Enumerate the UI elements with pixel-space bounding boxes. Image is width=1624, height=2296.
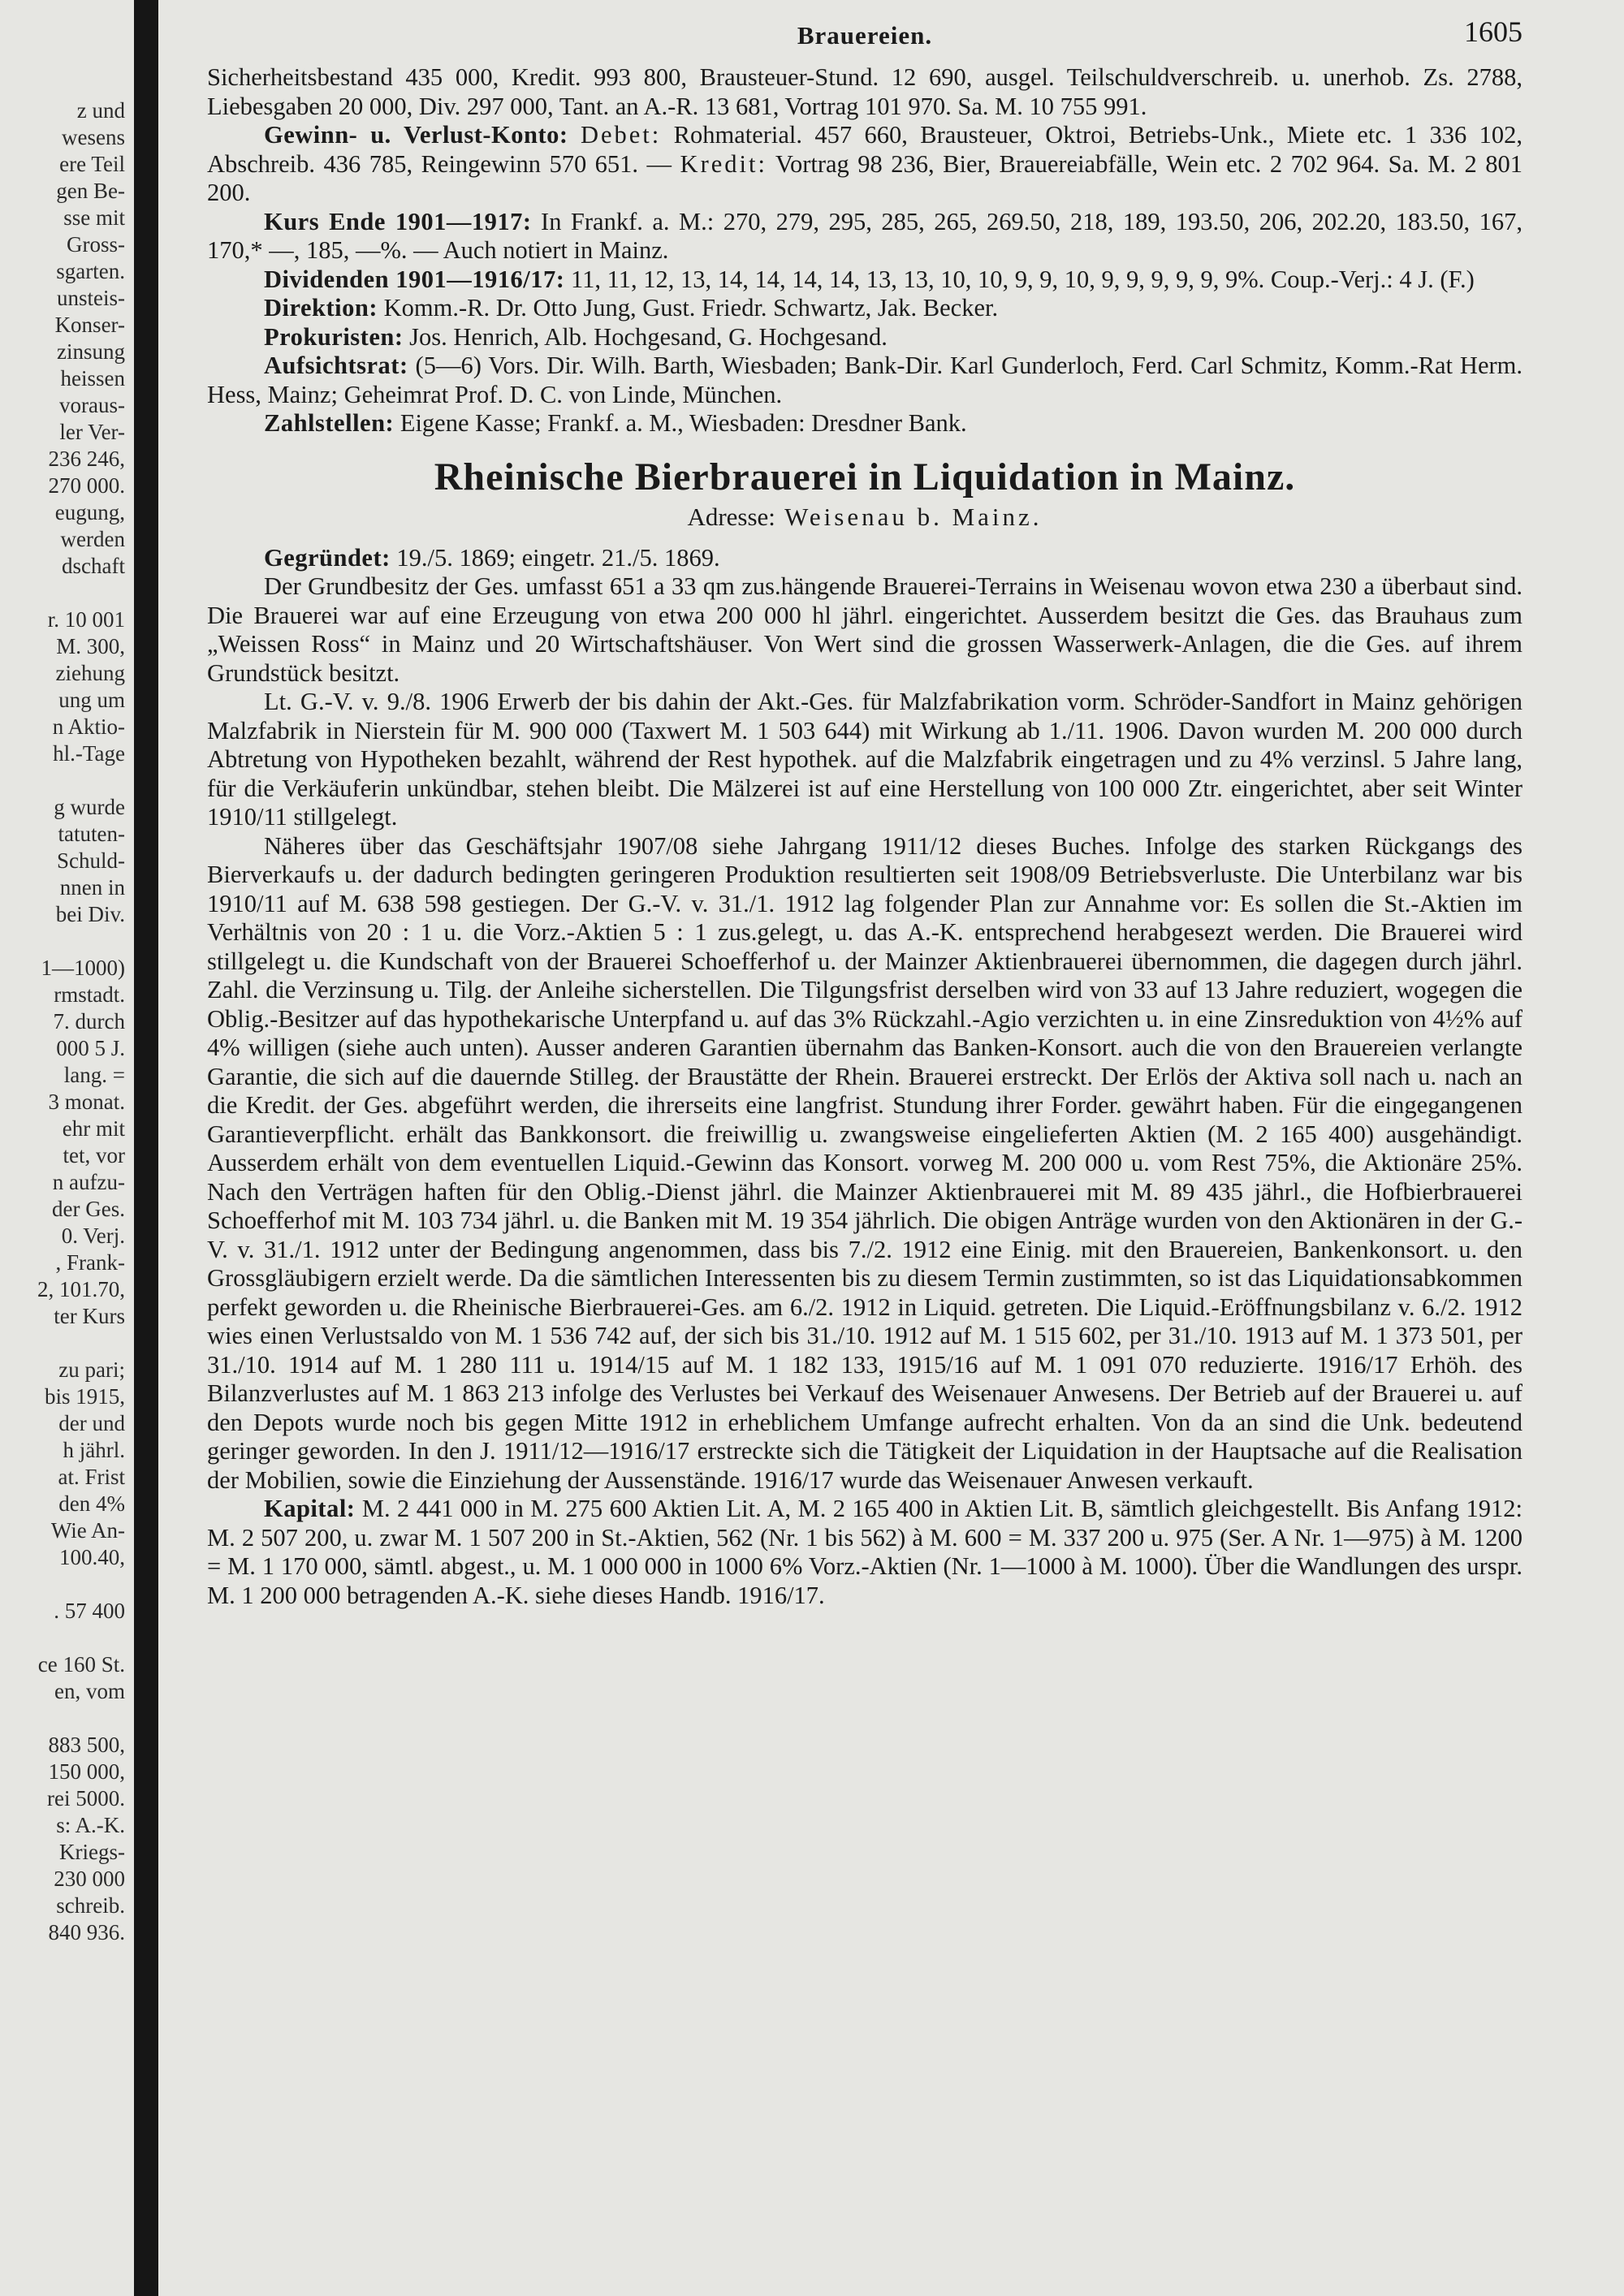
left-fragment-line: rmstadt. (54, 982, 125, 1007)
left-fragment-line: 270 000. (48, 473, 125, 498)
kapital-text: M. 2 441 000 in M. 275 600 Aktien Lit. A, M. 2 165 400 in Aktien Lit. B, sämtlich gleichgestellt. Bis Anfang 1912: M. 2 507 200, u. zwar M. 1 507 200 in St.-Aktien, 562 (Nr. 1 bis 562) à M. 600 = M. 337 200 u. 975 (Ser. A Nr. 1—975) à M. 1200 = M. 1 170 000, sämtl. abgest., u. M. 1 000 000 in 1000 6% Vorz.-Aktien (Nr. 1—1000 à M. 1000). Über die Wandlungen des urspr. M. 1 200 000 betragenden A.-K. siehe dieses Handb. 1916/17. (207, 1495, 1522, 1609)
left-fragment-line: den 4% (58, 1491, 125, 1516)
dividenden-entry (207, 265, 1522, 295)
left-fragment-line: der Ges. (52, 1197, 125, 1221)
address-label: Adresse: (687, 502, 775, 531)
left-fragment-line: n aufzu- (52, 1170, 125, 1194)
left-fragment-line: 883 500, (48, 1733, 125, 1757)
left-fragment-line: ere Teil (59, 152, 125, 176)
paragraph-grundbesitz: Der Grundbesitz der Ges. umfasst 651 a 33 qm zus.hängende Brauerei-Terrains in Weisenau wovon etwa 230 a überbaut sind. Die Brauerei war auf eine Erzeugung von etwa 200 000 hl jährl. eingerichtet. Ausserdem besitzt die Ges. das Brauhaus zum „Weissen Ross“ in Mainz und 20 Wirtschaftshäuser. Von Wert sind die grossen Wasserwerk-Anlagen, die die Ges. auf ihrem Grundstück besitzt. (207, 572, 1522, 687)
left-fragment-line: at. Frist (58, 1465, 125, 1489)
left-fragment-line: 0. Verj. (61, 1224, 125, 1248)
paragraph-liquidation: Näheres über das Geschäftsjahr 1907/08 siehe Jahrgang 1911/12 dieses Buches. Infolge des starken Rückgangs des Bierverkaufs u. der dadurch bedingten geringeren Produktion resultierten seit 1908/09 Betriebsverluste. Die Unterbilanz war bis 1910/11 auf M. 638 598 gestiegen. Der G.-V. v. 31./1. 1912 lag folgender Plan zur Annahme vor: Es sollen die St.-Aktien im Verhältnis von 20 : 1 u. die Vorz.-Aktien 5 : 1 zus.gelegt, u. das A.-K. entsprechend herabgesezt werden. Die Brauerei wird stillgelegt u. die Kundschaft von der Brauerei Schoefferhof u. der Mainzer Aktienbrauerei übernommen, die dagegen durch jährl. Zahl. die Verzinsung u. Tilg. der Anleihe sicherstellen. Die Tilgungsfrist derselben wird von 33 auf 13 Jahre reduziert, wogegen die Oblig.-Besitzer auf das hypothekarische Unterpfand u. auf das 3% Rückzahl.-Agio verzichten u. in eine Zinsreduktion von 4½% auf 4% willigen (siehe auch unten). Ausser anderen Garantien übernahm das Banken-Konsort. auch die von den Brauereien verlangte Garantie, die sich auf die dauernde Stilleg. der Braustätte der Rhein. Brauerei erstreckt. Der Erlös der Aktiva soll nach u. nach an die Kredit. der Ges. abgeführt werden, die ihrerseits eine langfrist. Stundung ihrer Forder. gewährt haben. Für die eingegangenen Garantieverpflicht. erhält das Bankkonsort. die freiwillig u. zwangsweise eingelieferten Aktien (M. 2 165 400) ausgehändigt. Ausserdem erhält von dem eventuellen Liquid.-Gewinn das Konsort. vorweg M. 200 000 u. vom Rest 75%, die Aktionäre 25%. Nach den Verträgen haften für den Oblig.-Dienst jährl. die Mainzer Aktienbrauerei mit M. 89 435 jährl., die Hofbierbrauerei Schoefferhof mit M. 103 734 jährl. u. die Banken mit M. 19 354 jährlich. Die obigen Anträge wurden von den Aktionären in der G.-V. v. 31./1. 1912 unter der Bedingung angenommen, dass bis 7./2. 1912 eine Einig. mit den Brauereien, Bankenkonsort. u. den Grossgläubigern erzielt werde. Da die sämtlichen Interessenten bis zu diesem Termin zustimmten, so ist das Liquidationsabkommen perfekt geworden u. die Rheinische Bierbrauerei-Ges. am 6./2. 1912 in Liquid. getreten. Die Liquid.-Eröffnungsbilanz v. 6./2. 1912 wies einen Verlustsaldo von M. 1 536 742 auf, der sich bis 31./10. 1912 auf M. 1 515 602, per 31./10. 1913 auf M. 1 373 501, per 31./10. 1914 auf M. 1 280 111 u. 1914/15 auf M. 1 182 133, 1915/16 auf M. 1 091 070 reduzierte. 1916/17 Erhöh. des Bilanzverlustes auf M. 1 863 213 infolge des Verlustes bei Verkauf des Weisenauer Anwesens. Der Betrieb auf der Brauerei u. auf den Depots wurde noch bis gegen Mitte 1912 in erheblichem Umfange aufrecht erhalten. Von da an sind die Unk. bedeutend geringer geworden. In den J. 1911/12—1916/17 erstreckte sich die Tätigkeit der Liquidation in der Hauptsache auf die Realisation der Mobilien, sowie die Einziehung der Aussenstände. 1916/17 wurde das Weisenauer Anwesen verkauft. (207, 831, 1522, 1494)
left-fragment-line: 3 monat. (48, 1090, 125, 1114)
left-fragment-line: tatuten- (58, 822, 125, 846)
bilanz-continuation: Sicherheitsbestand 435 000, Kredit. 993 800, Brausteuer-Stund. 12 690, ausgel. Teilschuldverschreib. u. unerhob. Zs. 2788, Liebesgaben 20 000, Div. 297 000, Tant. an A.-R. 13 681, Vortrag 101 970. Sa. M. 10 755 991. (207, 63, 1522, 120)
direktion-label: Direktion: (264, 294, 378, 322)
left-fragment-line: lang. = (63, 1063, 125, 1087)
left-fragment-line: n Aktio- (52, 714, 125, 739)
left-fragment-line: sse mit (63, 205, 125, 230)
aufsichtsrat-label: Aufsichtsrat: (264, 352, 408, 379)
left-page-fragment (0, 97, 130, 1944)
left-fragment-line: ung um (58, 688, 125, 712)
guv-kredit-word: Kredit: (680, 149, 767, 178)
gegruendet-text: 19./5. 1869; eingetr. 21./5. 1869. (390, 543, 720, 572)
left-fragment-line: en, vom (54, 1679, 125, 1703)
left-fragment-line: 7. durch (53, 1009, 125, 1034)
page-gutter (134, 0, 158, 2296)
address-value: Weisenau b. Mainz. (775, 502, 1043, 531)
left-fragment-line: . 57 400 (54, 1599, 125, 1623)
left-fragment-line: Wie An- (50, 1518, 125, 1543)
left-fragment-line: ehr mit (62, 1116, 125, 1141)
page-column (207, 15, 1523, 1610)
left-fragment-line: dschaft (62, 554, 125, 578)
gegruendet-label: Gegründet: (264, 543, 391, 572)
left-fragment-line: ce 160 St. (37, 1652, 125, 1677)
running-header (207, 15, 1522, 63)
left-fragment-line: bis 1915, (44, 1384, 125, 1409)
left-fragment-line: eugung, (54, 500, 125, 524)
left-fragment-line: M. 300, (56, 634, 125, 658)
kapital-entry (207, 1495, 1522, 1610)
left-fragment-line: 1—1000) (41, 956, 125, 980)
prokuristen-label: Prokuristen: (264, 322, 404, 351)
gegruendet-entry (207, 544, 1522, 573)
left-fragment-line: 230 000 (54, 1867, 125, 1891)
left-fragment-line: 150 000, (48, 1759, 125, 1784)
left-fragment-line: gen Be- (56, 179, 125, 203)
left-fragment-line: heissen (60, 366, 125, 391)
guv-entry (207, 121, 1522, 208)
left-fragment-line: zu pari; (58, 1357, 125, 1382)
left-fragment-line: Kriegs- (59, 1840, 125, 1864)
left-fragment-line: bei Div. (55, 902, 125, 926)
left-fragment-line: ler Ver- (59, 420, 125, 444)
left-fragment-line: 100.40, (59, 1545, 125, 1569)
left-fragment-line: r. 10 001 (47, 607, 125, 632)
kurs-label: Kurs Ende 1901—1917: (264, 207, 532, 235)
left-fragment-line: nnen in (59, 875, 125, 900)
dividenden-label: Dividenden 1901—1916/17: (264, 265, 565, 293)
left-fragment-line: Schuld- (57, 848, 125, 873)
guv-label: Gewinn- u. Verlust-Konto: (264, 121, 568, 149)
left-fragment-line: voraus- (59, 393, 125, 417)
left-fragment-line: Konser- (54, 313, 125, 337)
guv-debet-text: Rohmaterial. 457 660, Brausteuer, Oktroi, Betriebs-Unk., Miete etc. 1 336 102, Abschreib. 436 785, Reingewinn 570 651. — (207, 121, 1522, 178)
zahlstellen-entry (207, 409, 1522, 438)
left-fragment-line: ter Kurs (54, 1304, 125, 1328)
left-fragment-line: schreib. (56, 1893, 125, 1918)
left-fragment-line: 000 5 J. (56, 1036, 125, 1060)
left-fragment-line: 840 936. (48, 1920, 125, 1944)
left-fragment-line: , Frank- (55, 1250, 125, 1275)
kurs-text: In Frankf. a. M.: 270, 279, 295, 285, 265, 269.50, 218, 189, 193.50, 206, 202.20, 183.50, 167, 170,* —, 185, —%. — Auch notiert in Mainz. (207, 207, 1522, 264)
paragraph-malzfabrik: Lt. G.-V. v. 9./8. 1906 Erwerb der bis dahin der Akt.-Ges. für Malzfabrikation vorm. Schröder-Sandfort in Mainz gehörigen Malzfabrik in Nierstein für M. 900 000 (Taxwert M. 1 503 644) mit Wirkung ab 1./11. 1906. Davon wurden M. 200 000 durch Abtretung von Hypotheken bezahlt, während der Rest hypothek. auf die Malzfabrik eingetragen und zu 4% verzinsl. 5 Jahre lang, für die Verkäuferin unkündbar, stehen bleibt. Die Mälzerei ist auf eine Herstellung von 100 000 Ztr. eingerichtet, aber seit Winter 1910/11 stillgelegt. (207, 688, 1522, 831)
left-fragment-line: zinsung (57, 339, 125, 364)
company-title: Rheinische Bierbrauerei in Liquidation in Mainz. (434, 455, 1296, 498)
left-fragment-line: hl.-Tage (53, 741, 125, 766)
aufsichtsrat-text: (5—6) Vors. Dir. Wilh. Barth, Wiesbaden; Bank-Dir. Karl Gunderloch, Ferd. Carl Schmitz, Komm.-Rat Herm. Hess, Mainz; Geheimrat Prof. D. C. von Linde, München. (207, 352, 1522, 408)
dividenden-text: 11, 11, 12, 13, 14, 14, 14, 14, 13, 13, 10, 10, 9, 9, 10, 9, 9, 9, 9, 9, 9%. Coup.-Verj.: 4 J. (F.) (564, 265, 1475, 293)
left-fragment-line: rei 5000. (47, 1786, 125, 1810)
zahlstellen-label: Zahlstellen: (264, 409, 395, 437)
left-fragment-line: tet, vor (63, 1143, 125, 1167)
left-fragment-line: unsteis- (57, 286, 125, 310)
direktion-text: Komm.-R. Dr. Otto Jung, Gust. Friedr. Schwartz, Jak. Becker. (378, 294, 999, 322)
prokuristen-text: Jos. Henrich, Alb. Hochgesand, G. Hochgesand. (403, 322, 888, 351)
left-fragment-line: h jährl. (63, 1438, 125, 1462)
left-fragment-line: sgarten. (56, 259, 125, 283)
left-fragment-line: der und (58, 1411, 125, 1435)
aufsichtsrat-entry (207, 352, 1522, 409)
left-fragment-line: s: A.-K. (56, 1813, 125, 1837)
left-fragment-line: 236 246, (48, 447, 125, 471)
running-title: Brauereien. (797, 21, 933, 50)
left-fragment-line: wesens (62, 125, 125, 149)
left-fragment-line: Gross- (67, 232, 125, 257)
company-address (207, 502, 1522, 533)
guv-debet-word: Debet: (580, 121, 662, 149)
left-fragment-line: g wurde (54, 795, 125, 819)
left-fragment-line: z und (76, 98, 125, 123)
kurs-entry (207, 208, 1522, 265)
left-fragment-line: ziehung (55, 661, 125, 685)
left-fragment-line: 2, 101.70, (37, 1277, 125, 1301)
left-fragment-line: werden (60, 527, 125, 551)
page-number: 1605 (1464, 15, 1522, 48)
guv-kredit-text: Vortrag 98 236, Bier, Brauereiabfälle, Wein etc. 2 702 964. Sa. M. 2 801 200. (207, 149, 1523, 206)
prokuristen-entry (207, 323, 1522, 352)
zahlstellen-text: Eigene Kasse; Frankf. a. M., Wiesbaden: Dresdner Bank. (394, 409, 967, 437)
kapital-label: Kapital: (264, 1495, 356, 1522)
direktion-entry (207, 294, 1522, 323)
